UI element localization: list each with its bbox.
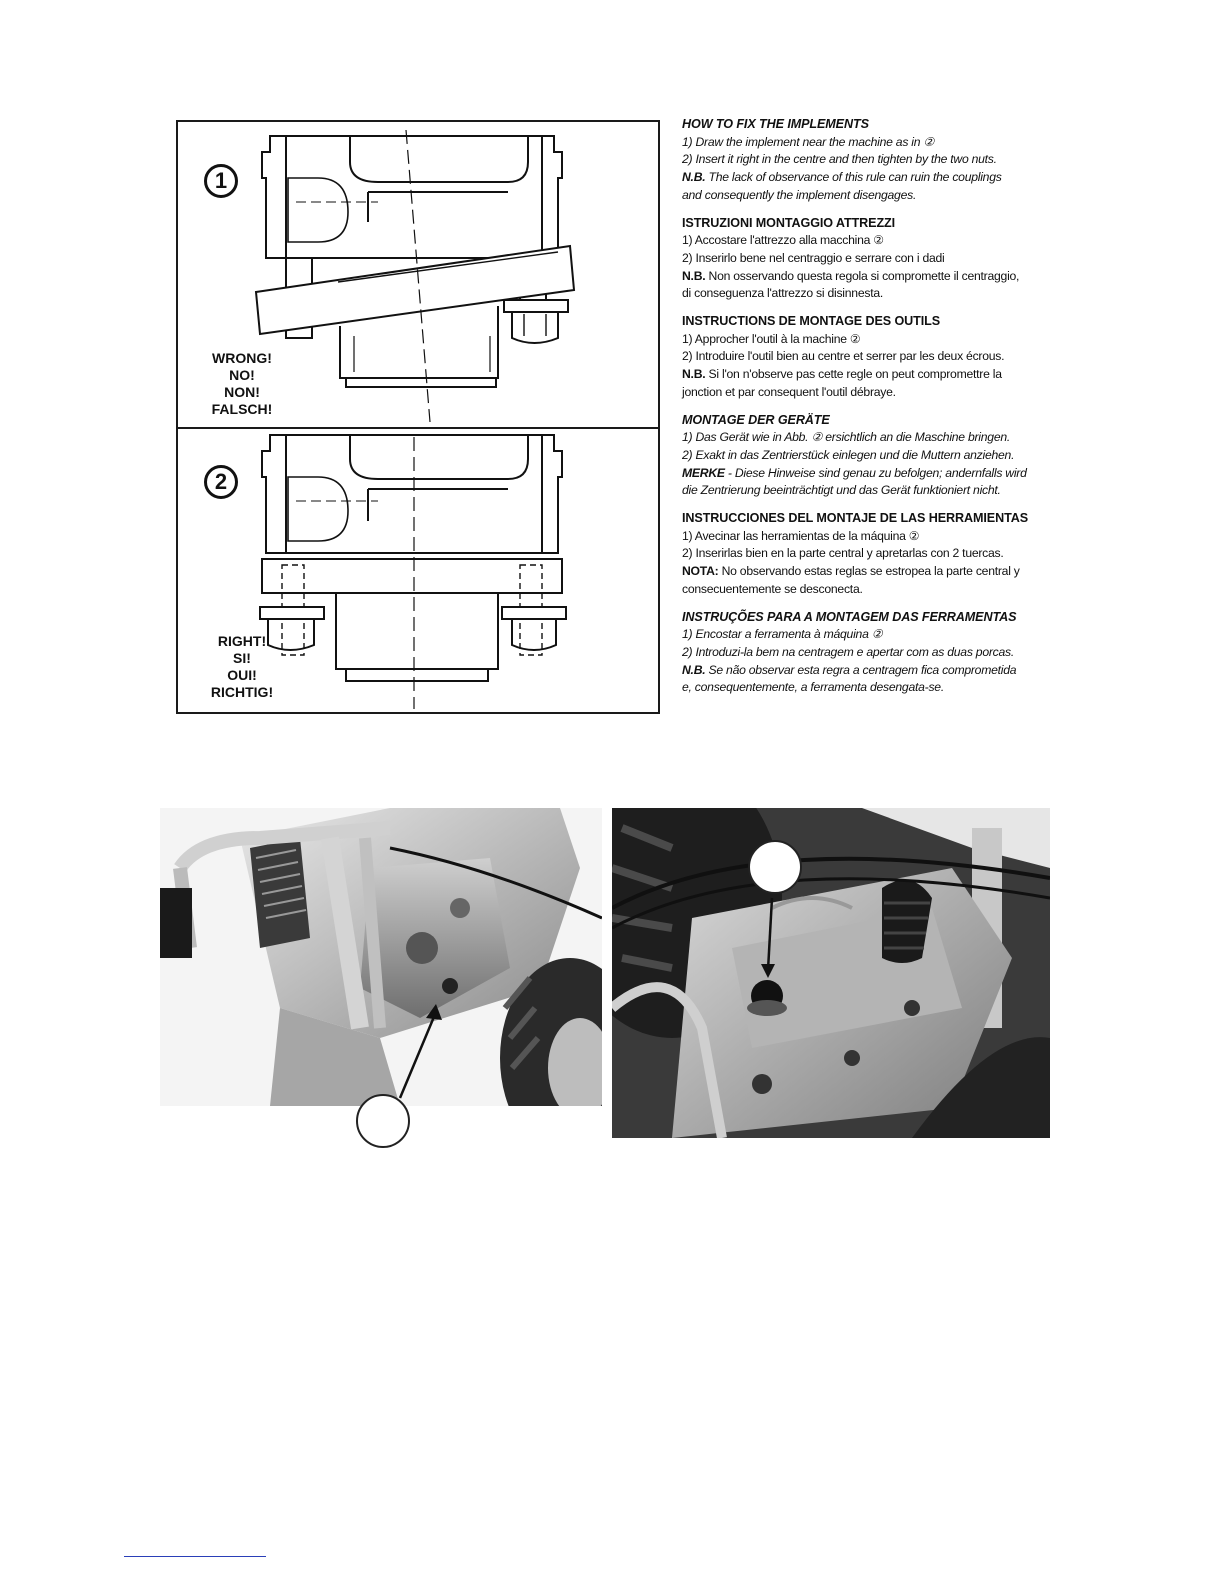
diagram-right [178,429,658,712]
note-line: and consequently the implement disengages. [682,187,917,202]
instruction-line: 2) Introduzi-la bem na centragem e apertar com as duas porcas. [682,644,1015,659]
note-label: N.B. [682,367,706,382]
verdict-line: RICHTIG! [210,684,274,700]
verdict-line: WRONG! [212,350,272,366]
figure-number-badge: 2 [204,465,238,499]
note-text: No observando estas reglas se estropea la parte central y [718,564,1020,579]
instructions-column [682,116,1062,707]
note-line: die Zentrierung beeinträchtigt und das Gerät funktioniert nicht. [682,483,1001,498]
note-text: The lack of observance of this rule can ruin the couplings [705,170,1002,185]
verdict-line: NON! [224,384,260,400]
note-text: Non osservando questa regola si compromette il centraggio, [705,268,1020,283]
instruction-line: 1) Accostare l'attrezzo alla macchina ② [682,233,884,248]
gearbox-top-photo [612,808,1050,1138]
callout-marker-left [356,1094,410,1148]
note-text: - Diese Hinweise sind genau zu befolgen; andernfalls wird [724,465,1027,480]
note-line: e, consequentemente, a ferramenta desengata-se. [682,680,944,695]
instruction-line: 1) Approcher l'outil à la machine ② [682,331,861,346]
section-title: HOW TO FIX THE IMPLEMENTS [682,117,869,131]
note-label: MERKE [682,465,725,480]
note-line [682,366,1062,384]
section-title: ISTRUZIONI MONTAGGIO ATTREZZI [682,215,896,230]
footnote-divider [124,1556,266,1557]
figure-number-badge: 1 [204,164,238,198]
instruction-line: 1) Avecinar las herramientas de la máquina ② [682,528,920,543]
note-label: N.B. [682,662,706,677]
engine-side-photo [160,808,602,1106]
engine-photo-illustration [160,808,602,1106]
instruction-line: 2) Inserirlo bene nel centraggio e serrare con i dadi [682,250,945,265]
verdict-line: NO! [229,367,255,383]
note-label: N.B. [682,170,706,185]
note-label: N.B. [682,268,706,283]
note-text: Se não observar esta regra a centragem fica comprometida [705,662,1017,677]
verdict-line: FALSCH! [211,401,273,417]
instruction-line: 1) Encostar a ferramenta à máquina ② [682,627,883,642]
section-german [682,412,1062,501]
verdict-line: RIGHT! [217,633,267,649]
note-label: NOTA: [682,564,719,579]
note-line: di conseguenza l'attrezzo si disinnesta. [682,286,883,301]
instruction-line: 2) Insert it right in the centre and then tighten by the two nuts. [682,152,997,167]
instruction-line: 2) Introduire l'outil bien au centre et serrer par les deux écrous. [682,349,1005,364]
verdict-line: SI! [233,650,251,666]
section-french [682,313,1062,402]
note-text: Si l'on n'observe pas cette regle on peut compromettre la [705,367,1002,382]
section-italian [682,215,1062,304]
section-title: MONTAGE DER GERÄTE [682,412,830,427]
callout-marker-right [748,840,802,894]
note-line [682,662,1062,680]
wrong-verdict-labels [194,350,290,418]
section-title: INSTRUCTIONS DE MONTAGE DES OUTILS [682,314,941,329]
section-spanish [682,510,1062,599]
section-english [682,116,1062,205]
note-line: consecuentemente se desconecta. [682,581,863,596]
diagram-wrong [178,122,658,429]
verdict-line: OUI! [227,667,257,683]
instruction-line: 2) Inserirlas bien en la parte central y apretarlas con 2 tuercas. [682,546,1004,561]
note-line [682,465,1062,483]
instruction-line: 1) Draw the implement near the machine as in ② [682,134,935,149]
note-line [682,268,1062,286]
section-title: INSTRUCCIONES DEL MONTAJE DE LAS HERRAMIENTAS [682,511,1029,526]
mounting-figure [176,120,660,714]
gearbox-photo-illustration [612,808,1050,1138]
instruction-line: 1) Das Gerät wie in Abb. ② ersichtlich an die Maschine bringen. [682,430,1011,445]
section-portuguese [682,609,1062,698]
note-line [682,563,1062,581]
instruction-line: 2) Exakt in das Zentrierstück einlegen und die Muttern anziehen. [682,447,1015,462]
note-line: jonction et par consequent l'outil débraye. [682,384,896,399]
section-title: INSTRUÇÕES PARA A MONTAGEM DAS FERRAMENTAS [682,609,1017,624]
right-verdict-labels [194,633,290,701]
note-line [682,169,1062,187]
